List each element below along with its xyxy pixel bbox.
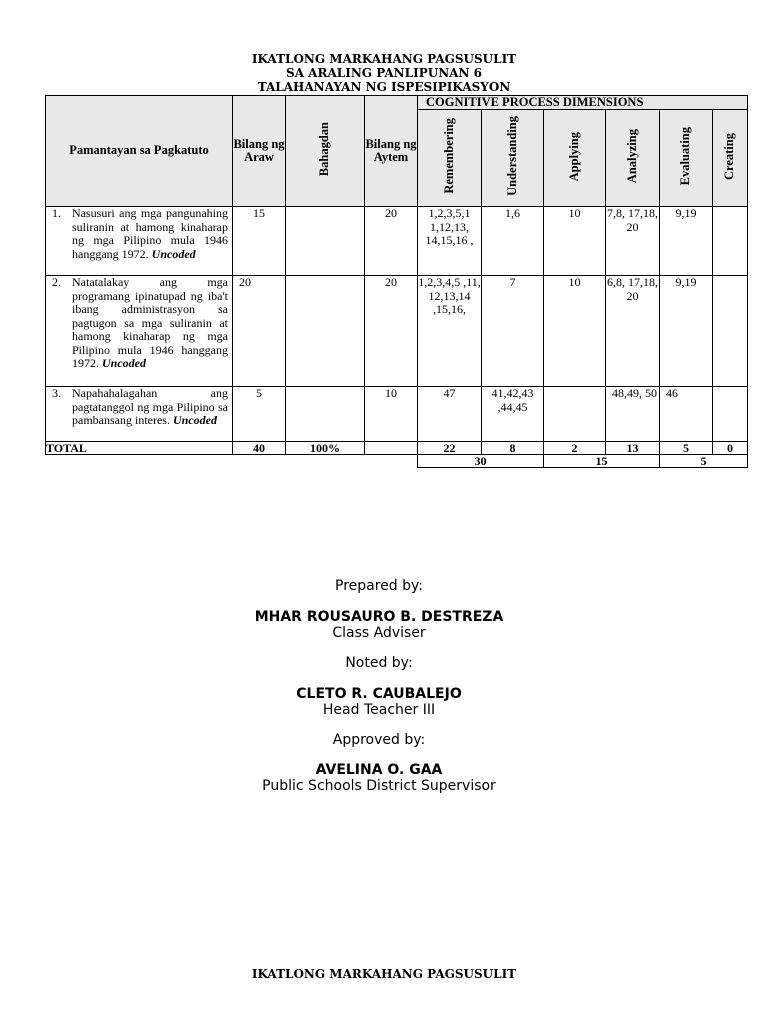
total-analyzing: 13 xyxy=(606,442,660,455)
approved-by-name: AVELINA O. GAA xyxy=(315,762,443,778)
total-creating: 0 xyxy=(713,442,748,455)
subtotal-row xyxy=(46,455,748,468)
prepared-by-name: MHAR ROUSAURO B. DESTREZA xyxy=(254,609,504,625)
header-competency: Pamantayan sa Pagkatuto xyxy=(46,96,233,207)
competency-text: Nasusuri ang mga pangunahing suliranin at hamong kinaharap ng mga Pilipino mula 1946 hanggang 1972. xyxy=(72,206,228,261)
table-of-specification xyxy=(45,95,748,468)
analyzing-cell: 48,49, 50 xyxy=(606,387,660,442)
evaluating-cell: 9,19 xyxy=(660,207,713,276)
competency-number: 2. xyxy=(52,275,61,289)
noted-by-name: CLETO R. CAUBALEJO xyxy=(296,686,462,702)
creating-cell xyxy=(713,207,748,276)
table-row xyxy=(46,276,748,387)
applying-cell: 10 xyxy=(544,276,606,387)
header-analyzing xyxy=(606,110,660,207)
header-items: Bilang ng Aytem xyxy=(365,96,418,207)
days-cell: 20 xyxy=(233,276,286,387)
header-evaluating xyxy=(660,110,713,207)
header-cognitive-dimensions: COGNITIVE PROCESS DIMENSIONS xyxy=(418,96,748,110)
competency-tag: Uncoded xyxy=(151,246,196,261)
items-cell: 10 xyxy=(365,387,418,442)
percent-cell xyxy=(286,276,365,387)
header-applying xyxy=(544,110,606,207)
competency-tag: Uncoded xyxy=(172,413,217,427)
subtotal-middle-order: 15 xyxy=(544,455,660,468)
days-cell: 15 xyxy=(233,207,286,276)
competency-cell xyxy=(46,276,233,387)
document-title: IKATLONG MARKAHANG PAGSUSULIT xyxy=(251,52,517,66)
remembering-cell: 1,2,3,4,5 ,11, 12,13,14 ,15,16, xyxy=(418,276,482,387)
applying-cell xyxy=(544,387,606,442)
evaluating-cell: 9,19 xyxy=(660,276,713,387)
analyzing-cell: 6,8, 17,18, 20 xyxy=(606,276,660,387)
applying-cell: 10 xyxy=(544,207,606,276)
header-remembering-label: Remembering xyxy=(441,118,456,195)
total-label: TOTAL xyxy=(46,442,233,455)
competency-number: 1. xyxy=(52,206,61,220)
noted-by-title: Head Teacher III xyxy=(322,702,436,718)
header-remembering xyxy=(418,110,482,207)
total-applying: 2 xyxy=(544,442,606,455)
document-subtitle: TALAHANAYAN NG ISPESIPIKASYON xyxy=(257,80,511,94)
understanding-cell: 1,6 xyxy=(482,207,544,276)
header-evaluating-label: Evaluating xyxy=(678,127,693,186)
competency-number: 3. xyxy=(52,386,61,400)
next-page-title: IKATLONG MARKAHANG PAGSUSULIT xyxy=(251,967,517,981)
total-understanding: 8 xyxy=(482,442,544,455)
table-row xyxy=(46,387,748,442)
header-applying-label: Applying xyxy=(566,131,581,181)
understanding-cell: 7 xyxy=(482,276,544,387)
competency-cell xyxy=(46,387,233,442)
analyzing-cell: 7,8, 17,18, 20 xyxy=(606,207,660,276)
total-percent: 100% xyxy=(286,442,365,455)
header-percent-label: Bahagdan xyxy=(317,122,332,177)
table-row xyxy=(46,207,748,276)
items-cell: 20 xyxy=(365,207,418,276)
approved-by-label: Approved by: xyxy=(332,732,426,748)
header-understanding xyxy=(482,110,544,207)
percent-cell xyxy=(286,387,365,442)
header-percent xyxy=(286,96,365,207)
remembering-cell: 1,2,3,5,1 1,12,13, 14,15,16 , xyxy=(418,207,482,276)
subtotal-higher-order: 5 xyxy=(660,455,748,468)
items-cell: 20 xyxy=(365,276,418,387)
competency-cell xyxy=(46,207,233,276)
header-analyzing-label: Analyzing xyxy=(624,129,639,184)
subtotal-lower-order: 30 xyxy=(418,455,544,468)
remembering-cell: 47 xyxy=(418,387,482,442)
competency-text: Napahahalagahan ang pagtatanggol ng mga Pilipino sa pambansang interes. xyxy=(72,386,228,427)
competency-tag: Uncoded xyxy=(102,356,146,370)
header-creating xyxy=(713,110,748,207)
total-row xyxy=(46,442,748,455)
creating-cell xyxy=(713,387,748,442)
total-days: 40 xyxy=(233,442,286,455)
total-remembering: 22 xyxy=(418,442,482,455)
understanding-cell: 41,42,43 ,44,45 xyxy=(482,387,544,442)
header-understanding-label: Understanding xyxy=(504,116,519,197)
evaluating-cell: 46 xyxy=(660,387,713,442)
prepared-by-label: Prepared by: xyxy=(335,578,423,594)
prepared-by-title: Class Adviser xyxy=(332,625,426,641)
header-creating-label: Creating xyxy=(722,132,737,180)
total-items xyxy=(365,442,418,455)
document-subject: SA ARALING PANLIPUNAN 6 xyxy=(286,66,482,80)
percent-cell xyxy=(286,207,365,276)
competency-text: Natatalakay ang mga programang ipinatupad ng iba't ibang administrasyon sa pagtugon sa mga suliranin at hamong kinaharap ng mga Pilipino mula 1946 hanggang 1972. xyxy=(72,275,228,370)
days-cell: 5 xyxy=(233,387,286,442)
noted-by-label: Noted by: xyxy=(345,655,413,671)
approved-by-title: Public Schools District Supervisor xyxy=(262,778,496,794)
header-days: Bilang ng Araw xyxy=(233,96,286,207)
total-evaluating: 5 xyxy=(660,442,713,455)
creating-cell xyxy=(713,276,748,387)
